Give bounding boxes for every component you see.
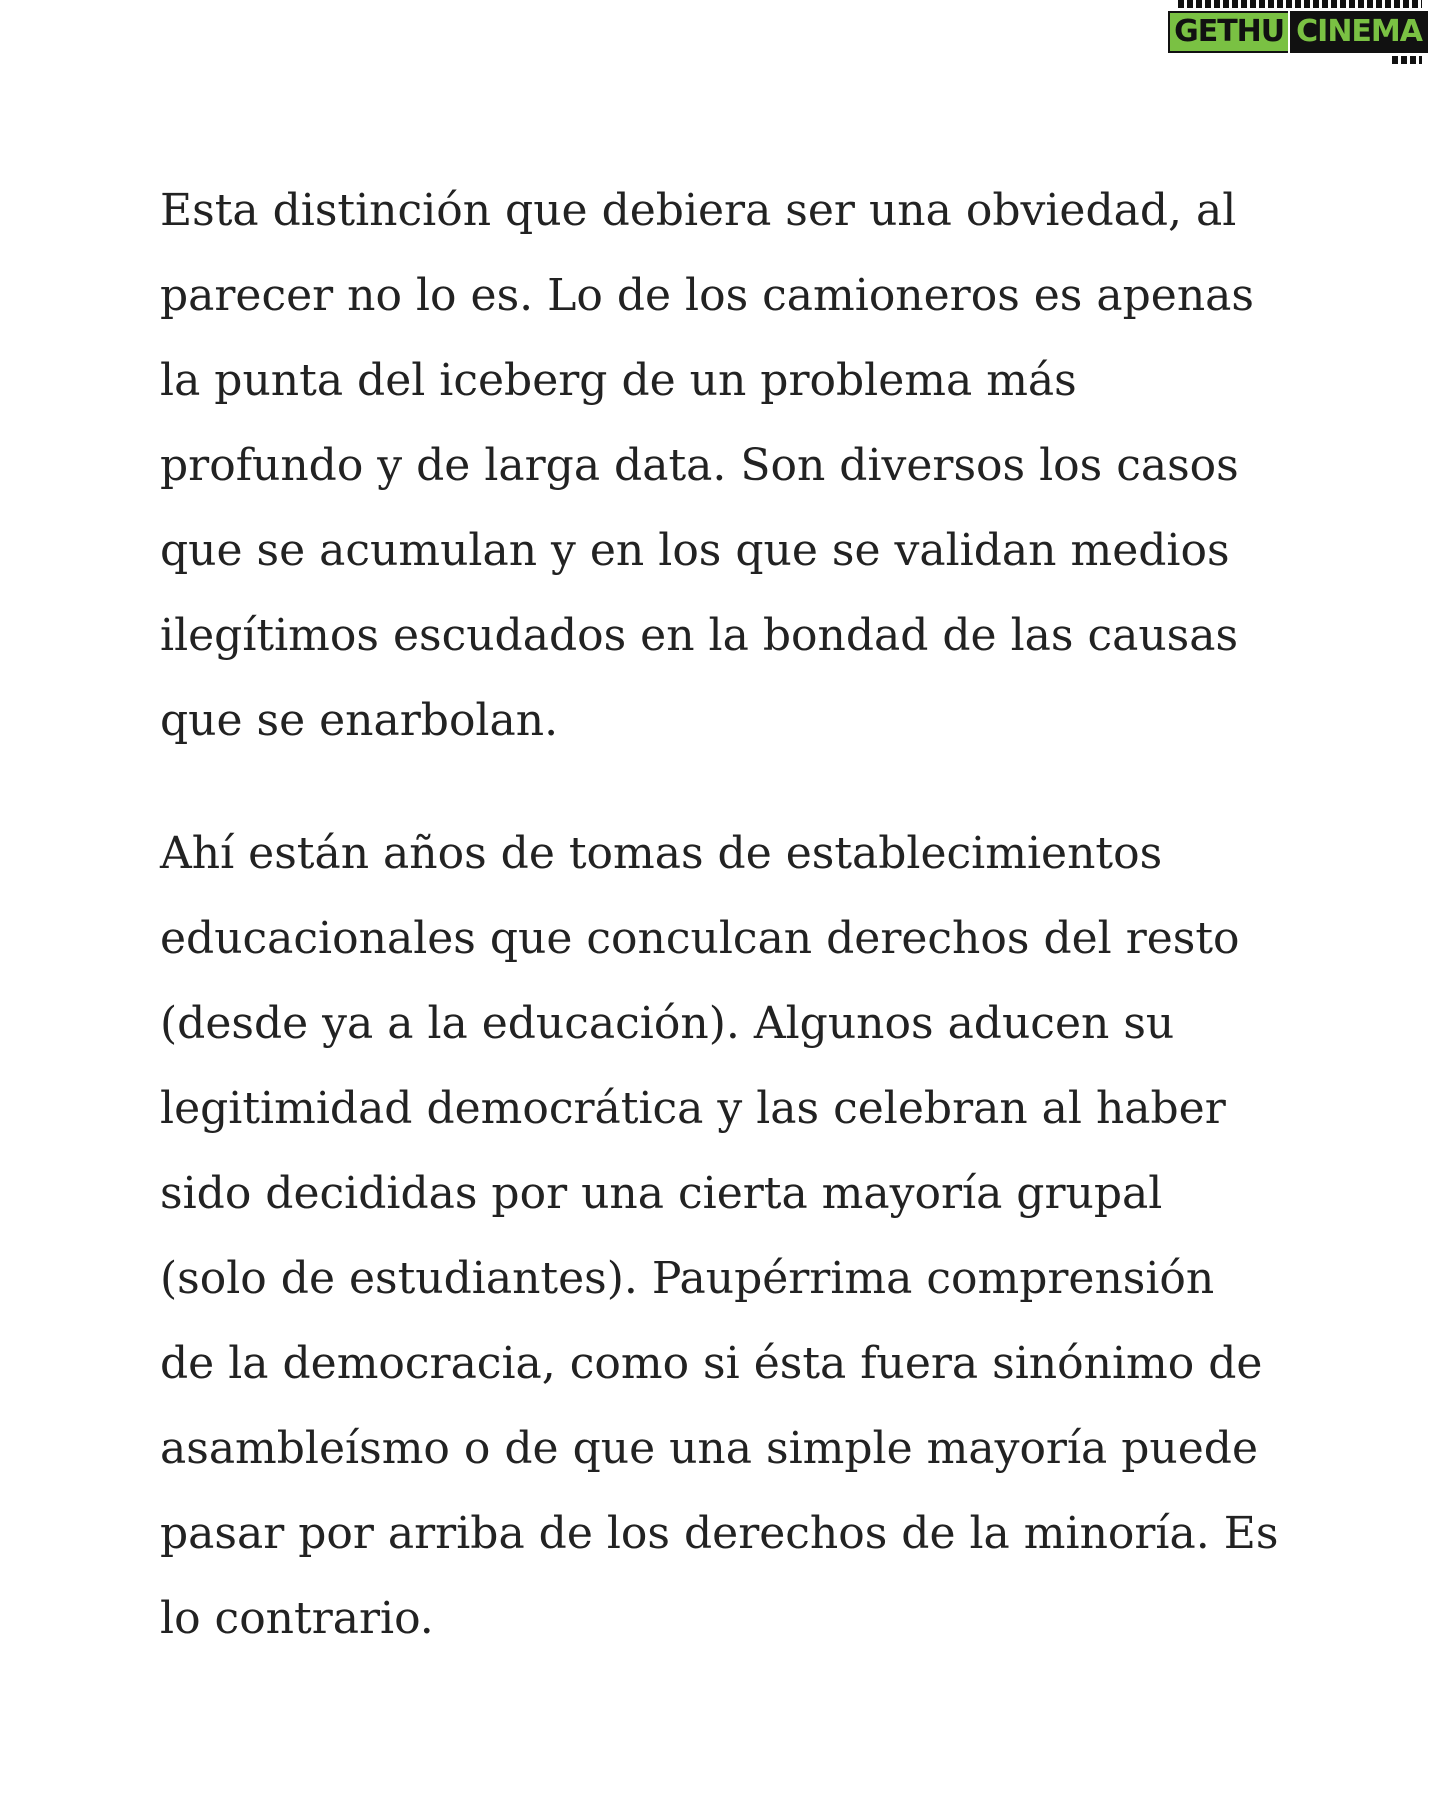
article-paragraph-1: Esta distinción que debiera ser una obviedad, al parecer no lo es. Lo de los camioneros es apenas la punta del iceberg de un problema más profundo y de larga data. Son diversos los casos que se acumulan y en los que se validan medios ilegítimos escudados en la bondad de las causas que se enarbolan. xyxy=(160,185,1254,746)
article-body xyxy=(160,168,1280,1661)
article-paragraph-2: Ahí están años de tomas de establecimientos educacionales que conculcan derechos del resto (desde ya a la educación). Algunos aducen su legitimidad democrática y las celebran al haber sido decididas por una cierta mayoría grupal (solo de estudiantes). Paupérrima comprensión de la democracia, como si ésta fuera sinónimo de asambleísmo o de que una simple mayoría puede pasar por arriba de los derechos de la minoría. Es lo contrario. xyxy=(160,828,1279,1644)
logo-text-cinema: CINEMA xyxy=(1290,11,1428,53)
film-strip-icon xyxy=(1178,0,1422,8)
gethu-cinema-logo xyxy=(1168,12,1428,52)
film-strip-bottom-icon xyxy=(1392,56,1422,64)
logo-text-gethu: GETHU xyxy=(1168,11,1288,53)
